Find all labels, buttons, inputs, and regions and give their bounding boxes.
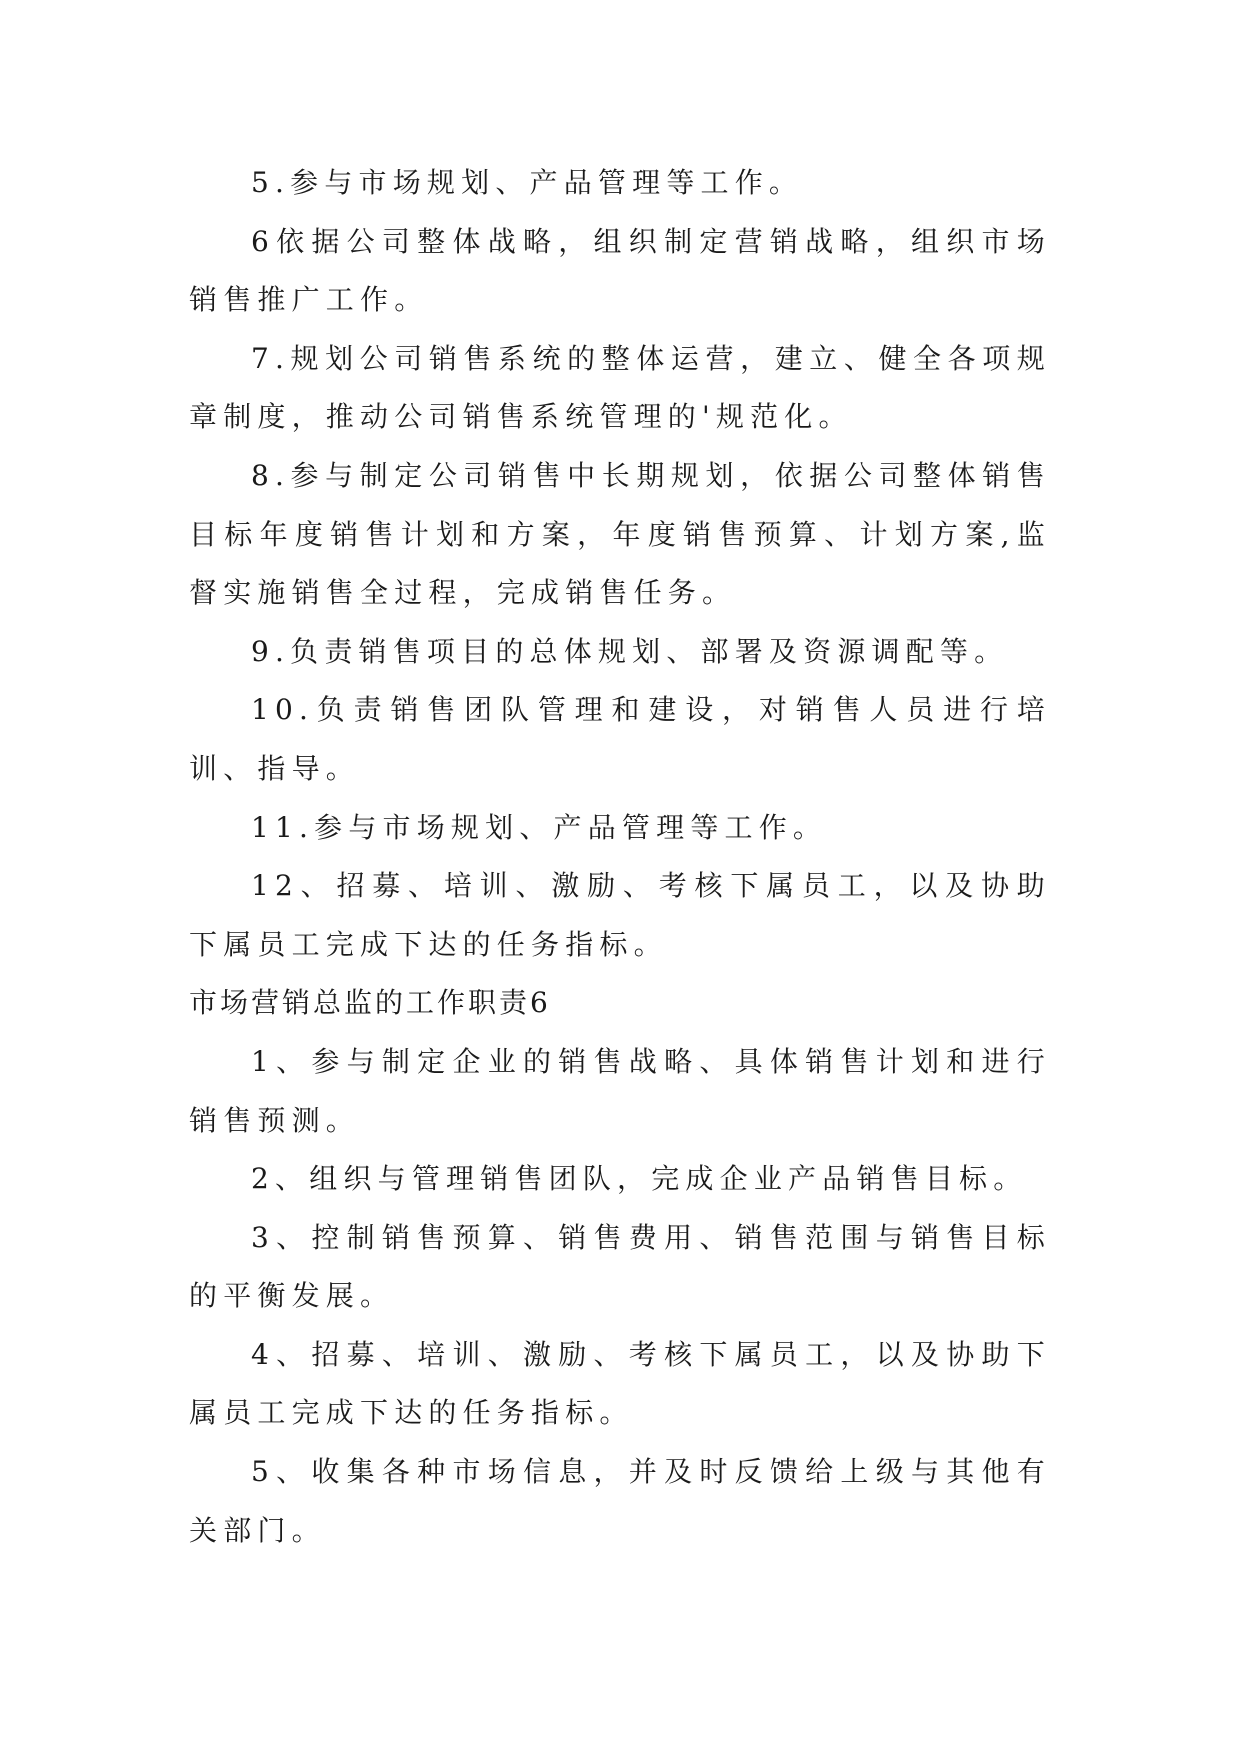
section-heading: 市场营销总监的工作职责6 [189, 986, 551, 1020]
paragraph: 4、招募、培训、激励、考核下属员工，以及协助下属员工完成下达的任务指标。 [189, 1337, 1051, 1430]
paragraph: 5、收集各种市场信息，并及时反馈给上级与其他有关部门。 [189, 1455, 1051, 1547]
paragraph: 10.负责销售团队管理和建设，对销售人员进行培训、指导。 [189, 693, 1051, 785]
document-body [189, 154, 1051, 1560]
paragraph: 3、控制销售预算、销售费用、销售范围与销售目标的平衡发展。 [189, 1220, 1051, 1313]
paragraph: 7.规划公司销售系统的整体运营，建立、健全各项规章制度，推动公司销售系统管理的'规范化。 [189, 341, 1051, 434]
paragraph: 5.参与市场规划、产品管理等工作。 [251, 166, 804, 199]
paragraph: 8.参与制定公司销售中长期规划，依据公司整体销售目标年度销售计划和方案，年度销售预算、计划方案,监督实施销售全过程，完成销售任务。 [189, 458, 1051, 610]
paragraph: 11.参与市场规划、产品管理等工作。 [251, 810, 828, 844]
paragraph: 2、组织与管理销售团队，完成企业产品销售目标。 [251, 1162, 1028, 1196]
paragraph: 6依据公司整体战略，组织制定营销战略，组织市场销售推广工作。 [189, 224, 1051, 317]
paragraph: 1、参与制定企业的销售战略、具体销售计划和进行销售预测。 [189, 1044, 1051, 1137]
paragraph: 9.负责销售项目的总体规划、部署及资源调配等。 [251, 634, 1009, 668]
paragraph: 12、招募、培训、激励、考核下属员工，以及协助下属员工完成下达的任务指标。 [189, 869, 1051, 961]
